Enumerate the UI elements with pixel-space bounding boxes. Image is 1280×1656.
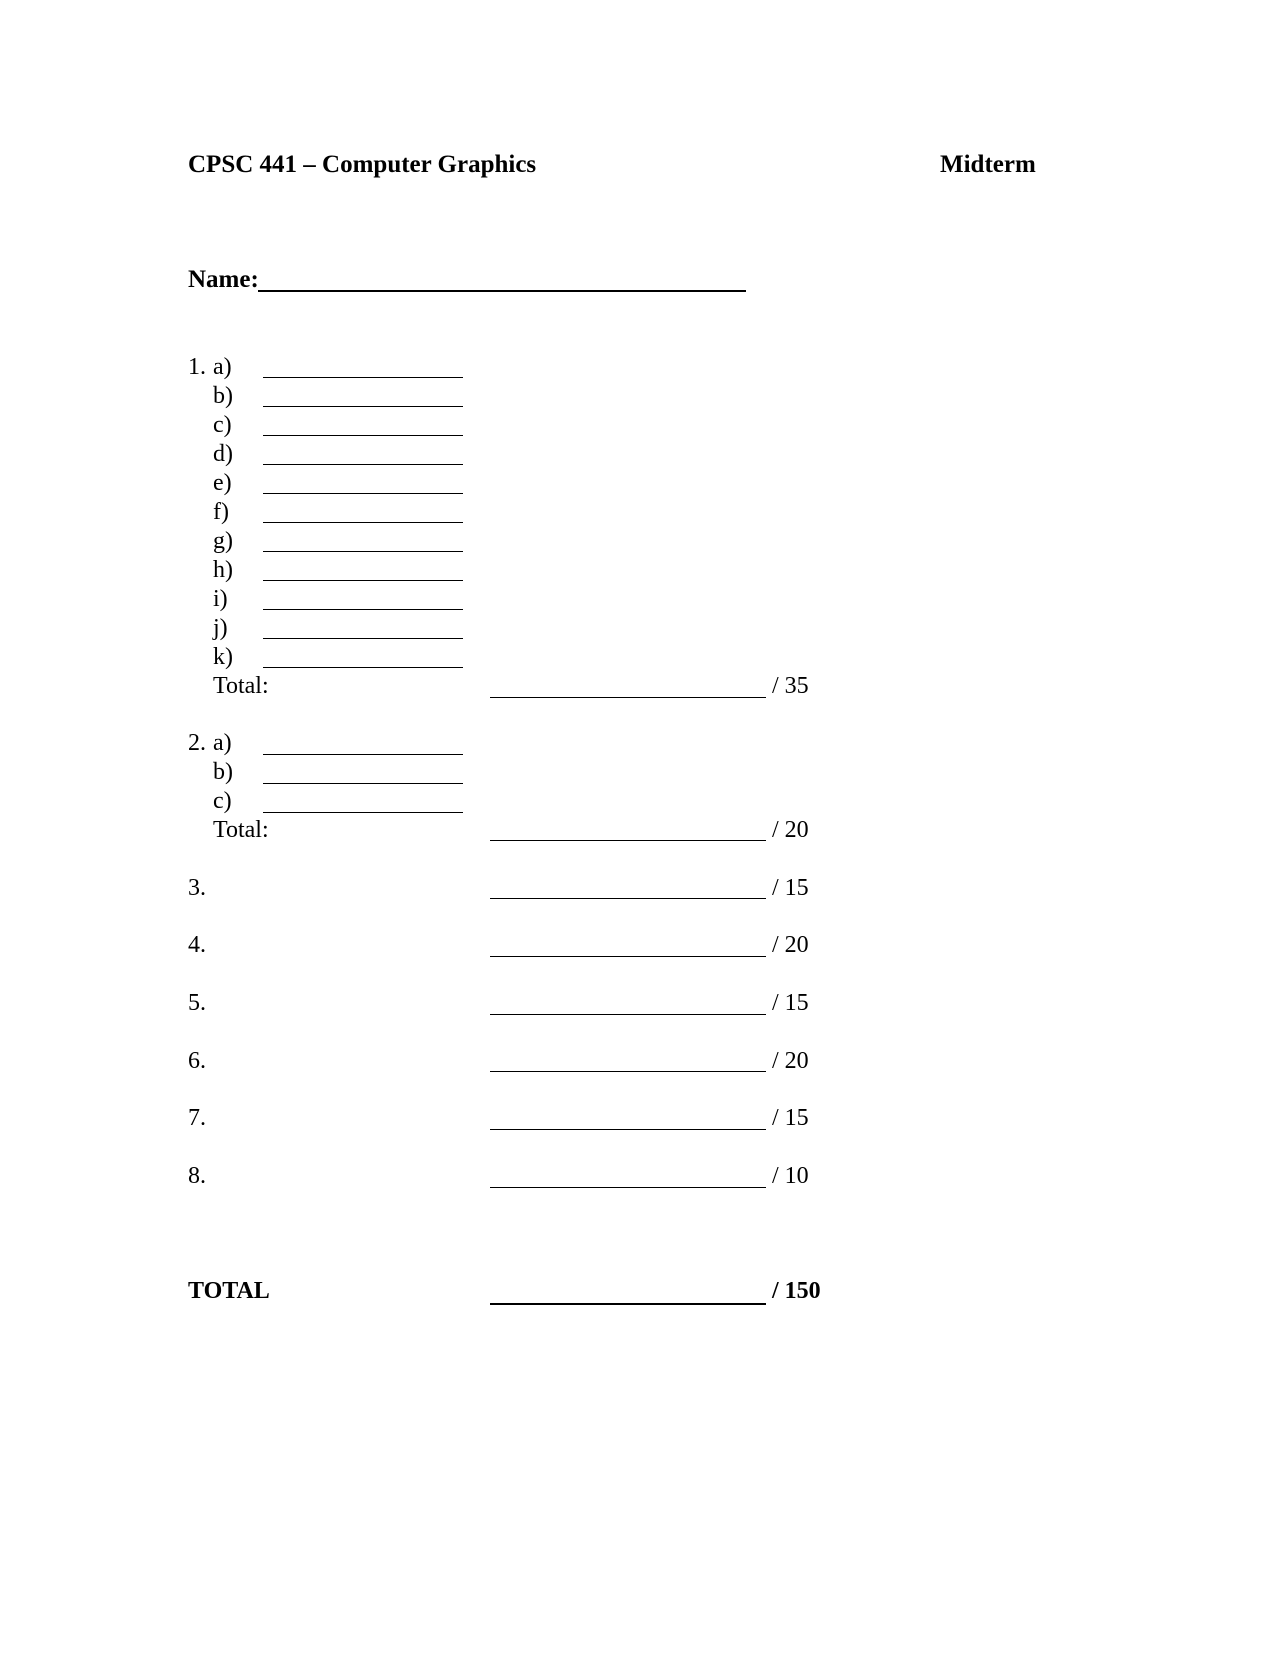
question-1-part-label: h)	[213, 557, 233, 583]
question-2-part-blank[interactable]	[263, 812, 463, 813]
question-1-total-label: Total:	[213, 673, 269, 699]
question-1-part-label: e)	[213, 470, 232, 496]
question-score-field[interactable]	[490, 956, 766, 957]
question-1-part-label: b)	[213, 383, 233, 409]
name-field[interactable]	[258, 290, 746, 292]
exam-type: Midterm	[940, 151, 1036, 178]
question-1-part-blank[interactable]	[263, 377, 463, 378]
question-2-part-label: a)	[213, 730, 232, 756]
question-score-field[interactable]	[490, 1014, 766, 1015]
question-2-part-blank[interactable]	[263, 754, 463, 755]
question-max-score: / 20	[772, 1048, 809, 1074]
question-score-field[interactable]	[490, 898, 766, 899]
question-score-field[interactable]	[490, 1187, 766, 1188]
question-number: 8.	[188, 1163, 206, 1189]
name-label: Name:	[188, 266, 259, 293]
question-1-part-label: k)	[213, 644, 233, 670]
course-title: CPSC 441 – Computer Graphics	[188, 151, 537, 178]
question-1-part-blank[interactable]	[263, 551, 463, 552]
grand-total-max-score: / 150	[772, 1278, 821, 1304]
question-1-part-label: j)	[213, 615, 228, 641]
question-1-part-blank[interactable]	[263, 435, 463, 436]
question-number: 6.	[188, 1048, 206, 1074]
question-2-part-label: b)	[213, 759, 233, 785]
question-max-score: / 10	[772, 1163, 809, 1189]
grand-total-score-field[interactable]	[490, 1303, 766, 1305]
question-1-part-label: i)	[213, 586, 228, 612]
question-2-part-label: c)	[213, 788, 232, 814]
question-number: 5.	[188, 990, 206, 1016]
question-1-part-blank[interactable]	[263, 406, 463, 407]
question-1-part-blank[interactable]	[263, 522, 463, 523]
question-max-score: / 15	[772, 1105, 809, 1131]
question-1-max-score: / 35	[772, 673, 809, 699]
question-1-part-label: c)	[213, 412, 232, 438]
question-number: 3.	[188, 875, 206, 901]
question-1-part-blank[interactable]	[263, 464, 463, 465]
question-1-part-label: f)	[213, 499, 229, 525]
question-number: 7.	[188, 1105, 206, 1131]
question-1-part-blank[interactable]	[263, 493, 463, 494]
question-1-part-blank[interactable]	[263, 580, 463, 581]
question-1-score-field[interactable]	[490, 697, 766, 698]
question-1-part-label: g)	[213, 528, 233, 554]
question-2-score-field[interactable]	[490, 840, 766, 841]
question-2-max-score: / 20	[772, 817, 809, 843]
question-1-part-blank[interactable]	[263, 667, 463, 668]
question-max-score: / 20	[772, 932, 809, 958]
grand-total-label: TOTAL	[188, 1278, 270, 1304]
question-number: 4.	[188, 932, 206, 958]
question-1-number: 1.	[188, 354, 206, 380]
question-2-part-blank[interactable]	[263, 783, 463, 784]
question-2-total-label: Total:	[213, 817, 269, 843]
question-score-field[interactable]	[490, 1129, 766, 1130]
question-1-part-blank[interactable]	[263, 609, 463, 610]
question-2-number: 2.	[188, 730, 206, 756]
question-score-field[interactable]	[490, 1071, 766, 1072]
question-1-part-blank[interactable]	[263, 638, 463, 639]
question-max-score: / 15	[772, 990, 809, 1016]
question-1-part-label: a)	[213, 354, 232, 380]
question-1-part-label: d)	[213, 441, 233, 467]
question-max-score: / 15	[772, 875, 809, 901]
